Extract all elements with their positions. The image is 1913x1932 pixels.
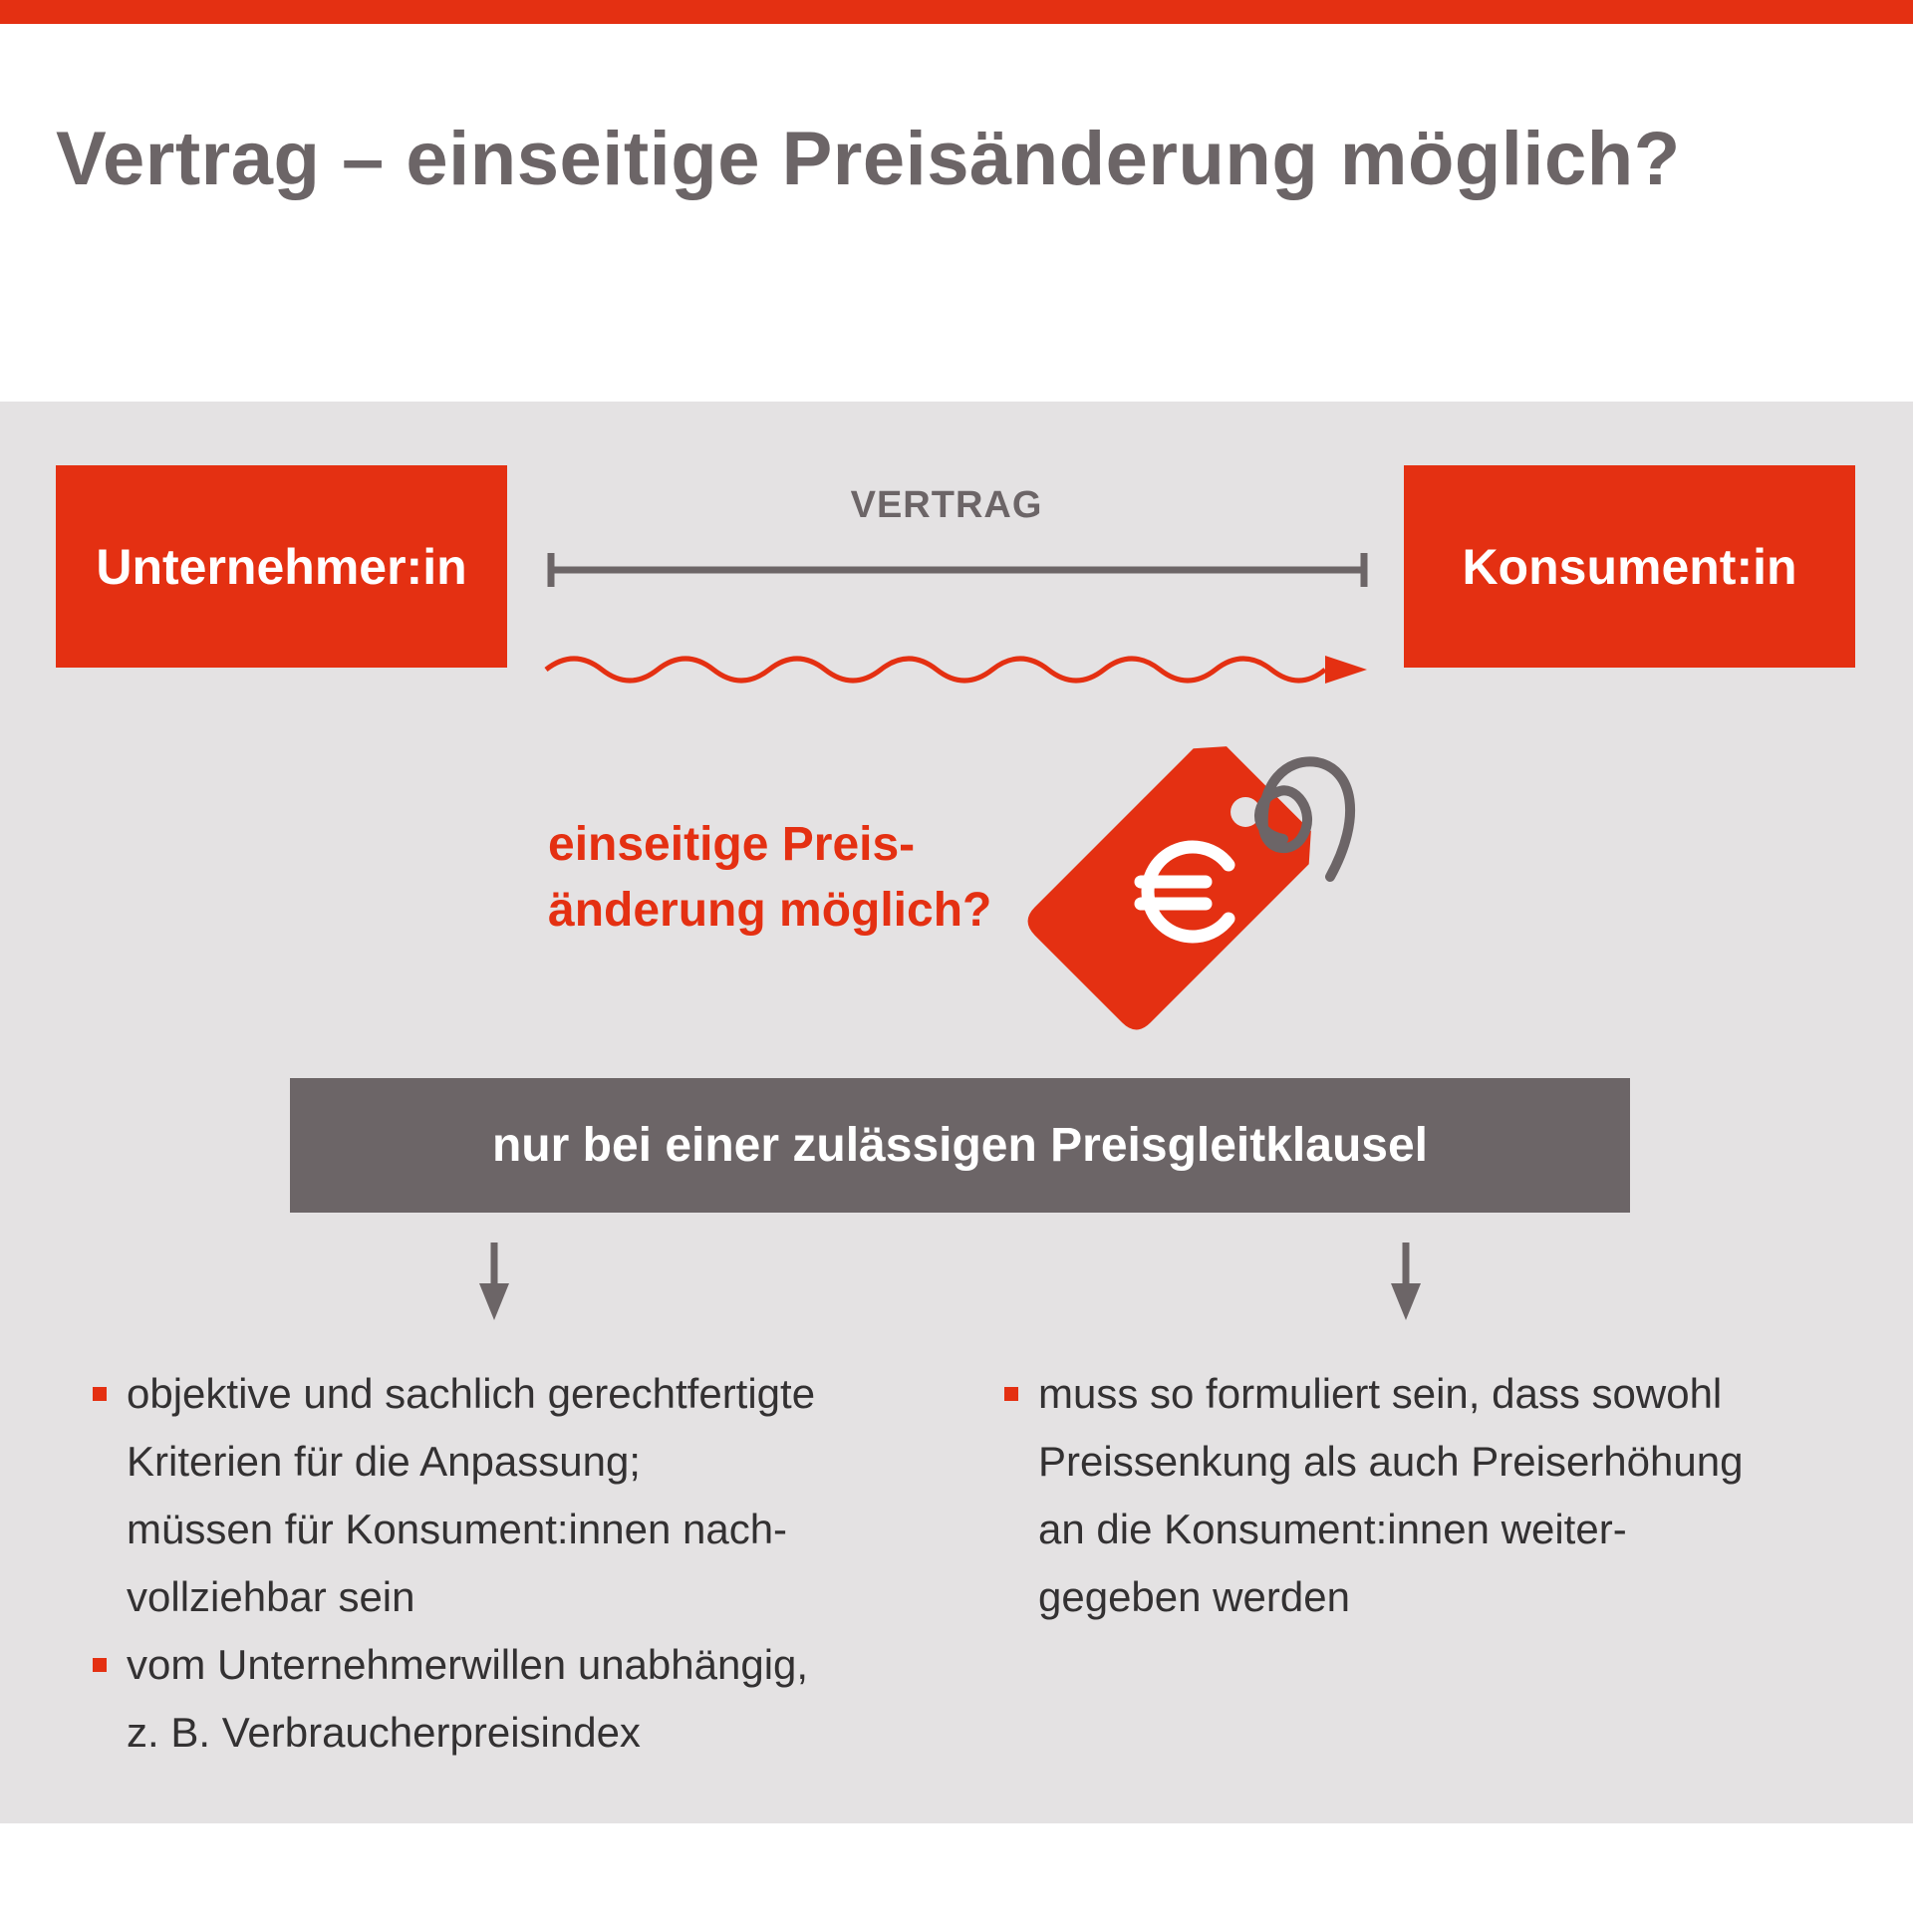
list-item: [93, 1360, 940, 1631]
condition-box: nur bei einer zulässigen Preisgleitklausel: [290, 1078, 1630, 1213]
list-item: [1004, 1360, 1881, 1631]
bullet-square-icon: [1004, 1387, 1018, 1401]
left-criteria-list: [93, 1360, 940, 1767]
list-item: [93, 1631, 940, 1767]
list-item-text: vom Unternehmerwillen unabhängig, z. B. Verbraucherpreisindex: [127, 1641, 809, 1756]
list-item-text: muss so formuliert sein, dass sowohl Preissenkung als auch Preiserhöhung an die Konsument:innen weiter- gegeben werden: [1038, 1370, 1744, 1620]
arrow-down-left-icon: [479, 1242, 509, 1320]
wavy-arrow-icon: [546, 656, 1367, 684]
right-criteria-list: [1004, 1360, 1881, 1631]
list-item-text: objektive und sachlich gerechtfertigte Kriterien für die Anpassung; müssen für Konsument:innen nach- vollziehbar sein: [127, 1370, 816, 1620]
page-title: Vertrag – einseitige Preisänderung möglich?: [56, 117, 1681, 201]
contract-label: VERTRAG: [850, 484, 1043, 526]
bullet-square-icon: [93, 1387, 107, 1401]
party-consumer: Konsument:in: [1404, 465, 1855, 668]
contract-line: [551, 553, 1364, 587]
party-entrepreneur: Unternehmer:in: [56, 465, 507, 668]
arrow-down-right-icon: [1391, 1242, 1421, 1320]
bullet-square-icon: [93, 1658, 107, 1672]
price-change-question: einseitige Preis- änderung möglich?: [548, 818, 992, 937]
